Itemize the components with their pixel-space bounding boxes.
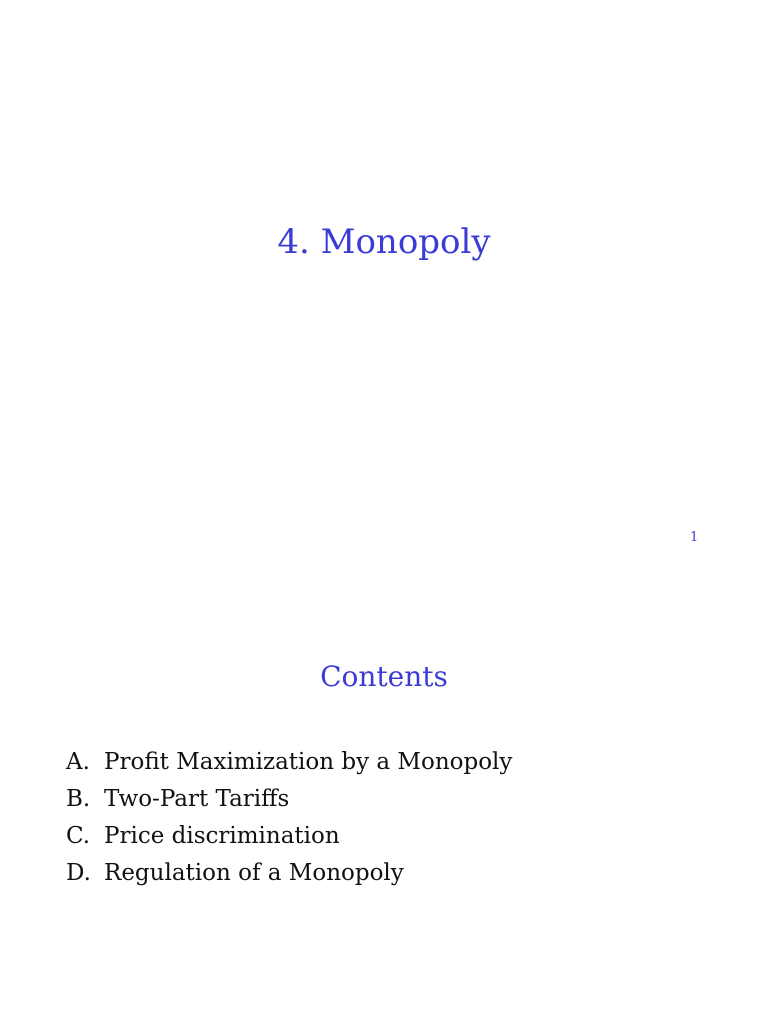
- list-item-letter: C.: [66, 823, 91, 849]
- list-item-letter: A.: [66, 749, 90, 775]
- contents-list: [66, 744, 512, 892]
- list-item: [66, 818, 512, 855]
- contents-heading: Contents: [320, 660, 448, 693]
- list-item-label: Price discrimination: [104, 823, 340, 849]
- list-item-label: Two-Part Tariffs: [104, 786, 290, 812]
- list-item: [66, 781, 512, 818]
- list-item-label: Profit Maximization by a Monopoly: [104, 749, 513, 775]
- page-number: 1: [690, 530, 699, 545]
- slide-title: 4. Monopoly: [277, 222, 491, 262]
- list-item: [66, 855, 512, 892]
- list-item-letter: D.: [66, 860, 91, 886]
- list-item: [66, 744, 512, 781]
- list-item-label: Regulation of a Monopoly: [104, 860, 404, 886]
- list-item-letter: B.: [66, 786, 91, 812]
